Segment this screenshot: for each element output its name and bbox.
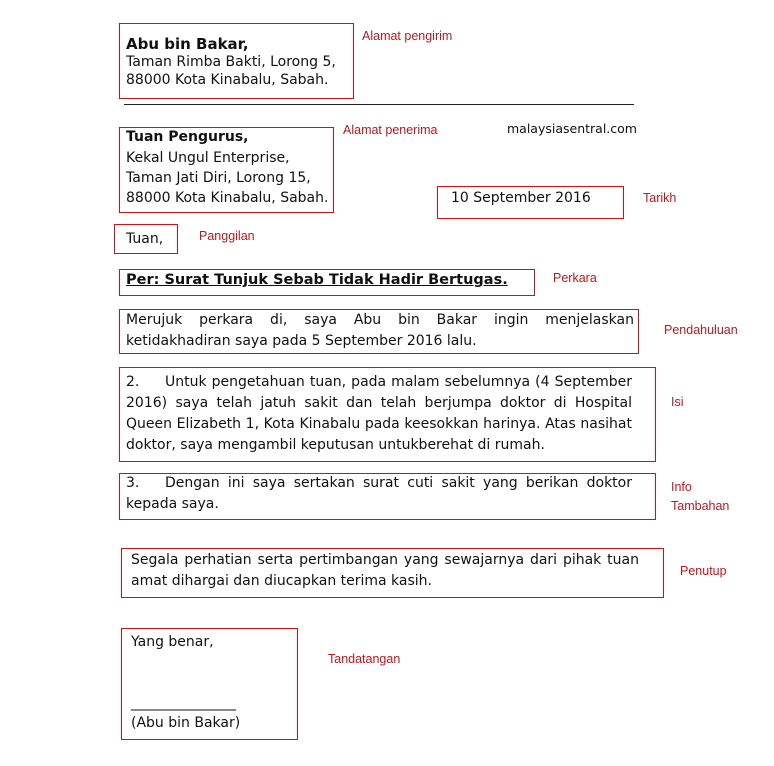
label-additional-info-line1: Info (671, 480, 692, 494)
sender-address-line1: Taman Rimba Bakti, Lorong 5, (126, 54, 336, 70)
signature-line: _______________ (131, 695, 236, 711)
label-signature: Tandatangan (328, 652, 401, 666)
recipient-company: Kekal Ungul Enterprise, (126, 150, 290, 166)
subject-line: Per: Surat Tunjuk Sebab Tidak Hadir Bertugas. (126, 272, 508, 288)
label-closing: Penutup (680, 564, 727, 578)
label-subject: Perkara (553, 271, 597, 285)
label-content: Isi (671, 395, 684, 409)
label-date: Tarikh (643, 191, 677, 205)
label-additional-info-line2: Tambahan (671, 499, 730, 513)
signatory-name: (Abu bin Bakar) (131, 715, 241, 731)
additional-info-number: 3. (126, 475, 140, 491)
content-paragraph: Untuk pengetahuan tuan, pada malam sebelumnya (4 September 2016) saya telah jatuh sakit dan telah berjumpa doktor di Hospital Queen Elizabeth 1, Kota Kinabalu pada keesokkan harinya. Atas nasihat doktor, saya mengambil keputusan untukberehat di rumah. (126, 374, 632, 453)
letter-date: 10 September 2016 (451, 190, 591, 206)
sender-address-line2: 88000 Kota Kinabalu, Sabah. (126, 72, 329, 88)
introduction-paragraph: Merujuk perkara di, saya Abu bin Bakar ingin menjelaskan ketidakhadiran saya pada 5 September 2016 lalu. (126, 312, 634, 349)
header-divider (124, 104, 634, 105)
label-introduction: Pendahuluan (664, 323, 738, 337)
watermark-text: malaysiasentral.com (507, 121, 637, 136)
salutation-text: Tuan, (126, 231, 164, 247)
recipient-address-line1: Taman Jati Diri, Lorong 15, (126, 170, 311, 186)
sender-name: Abu bin Bakar, (126, 35, 249, 53)
recipient-title: Tuan Pengurus, (126, 129, 249, 145)
recipient-address-line2: 88000 Kota Kinabalu, Sabah. (126, 190, 329, 206)
content-number: 2. (126, 374, 140, 390)
valediction: Yang benar, (131, 634, 214, 650)
label-sender-address: Alamat pengirim (362, 29, 453, 43)
label-salutation: Panggilan (199, 229, 255, 243)
label-recipient-address: Alamat penerima (343, 123, 438, 137)
additional-info-paragraph: Dengan ini saya sertakan surat cuti sakit yang berikan doktor kepada saya. (126, 475, 632, 512)
closing-paragraph: Segala perhatian serta pertimbangan yang sewajarnya dari pihak tuan amat dihargai dan diucapkan terima kasih. (131, 552, 639, 589)
